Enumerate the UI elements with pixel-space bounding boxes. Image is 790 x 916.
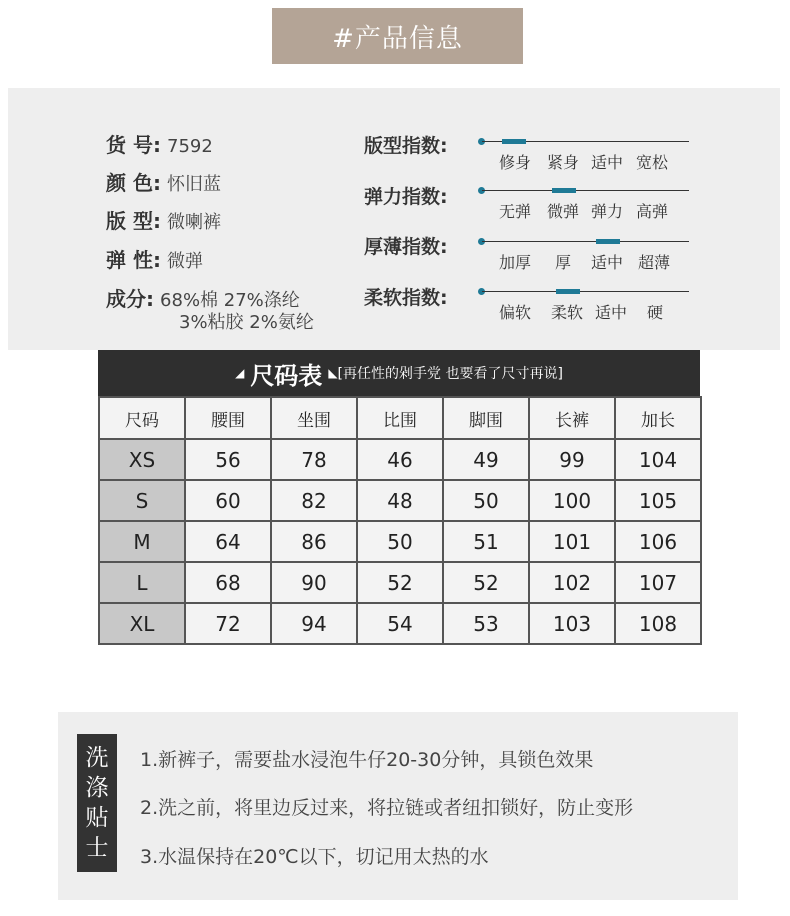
table-cell: 50 [443,480,529,521]
index-option: 宽松 [636,153,669,172]
size-chart-title: 尺码表 [250,361,323,390]
table-cell: 100 [529,480,615,521]
table-header-cell: 长裤 [529,397,615,439]
table-header-cell: 腰围 [185,397,271,439]
index-level-mark [552,188,576,193]
table-cell: 56 [185,439,271,480]
table-cell: 48 [357,480,443,521]
spec-value: 怀旧蓝 [167,174,222,195]
spec-item-color [106,167,221,196]
table-header-cell: 脚围 [443,397,529,439]
spec-label: 颜 色: [106,171,161,195]
index-label-stretch: 弹力指数: [364,186,448,208]
table-cell: 51 [443,521,529,562]
table-cell: 50 [357,521,443,562]
spec-value: 68%棉 27%涤纶 [160,290,300,311]
size-cell: M [99,521,185,562]
index-option: 弹力 [591,202,624,221]
table-cell: 102 [529,562,615,603]
table-cell: 64 [185,521,271,562]
table-cell: 54 [357,603,443,644]
table-cell: 68 [185,562,271,603]
index-track [482,190,689,191]
table-cell: 107 [615,562,701,603]
index-track [482,241,689,242]
index-label-softness: 柔软指数: [364,287,448,309]
table-cell: 103 [529,603,615,644]
table-row [99,603,701,644]
wash-tag-char: 涤 [85,775,109,801]
index-option: 适中 [591,153,624,172]
index-level-mark [556,289,580,294]
table-cell: 90 [271,562,357,603]
table-cell: 105 [615,480,701,521]
size-cell: XL [99,603,185,644]
index-option: 修身 [499,153,532,172]
size-cell: XS [99,439,185,480]
table-cell: 104 [615,439,701,480]
table-cell: 108 [615,603,701,644]
index-option: 柔软 [551,303,584,322]
index-level-mark [596,239,620,244]
index-option: 微弹 [547,202,580,221]
size-cell: S [99,480,185,521]
index-option: 超薄 [638,253,671,272]
table-cell: 49 [443,439,529,480]
table-cell: 82 [271,480,357,521]
wash-instruction: 3.水温保持在20℃以下，切记用太热的水 [140,846,489,868]
table-cell: 99 [529,439,615,480]
table-row [99,521,701,562]
index-option: 硬 [647,303,664,322]
spec-value: 微喇裤 [167,212,222,233]
table-cell: 106 [615,521,701,562]
index-label-thickness: 厚薄指数: [364,236,448,258]
table-row [99,562,701,603]
index-option: 高弹 [636,202,669,221]
table-cell: 101 [529,521,615,562]
size-table [98,396,702,645]
table-cell: 46 [357,439,443,480]
spec-label: 版 型: [106,209,161,233]
wash-instruction: 2.洗之前，将里边反过来，将拉链或者纽扣锁好，防止变形 [140,797,634,819]
index-option: 适中 [591,253,624,272]
table-header-cell: 加长 [615,397,701,439]
wash-instruction: 1.新裤子，需要盐水浸泡牛仔20-30分钟，具锁色效果 [140,749,594,771]
page-title: #产品信息 [332,23,463,54]
spec-label: 弹 性: [106,248,161,272]
title-badge [272,8,523,64]
table-row [99,480,701,521]
table-cell: 60 [185,480,271,521]
table-row [99,439,701,480]
wash-tag-char: 贴 [85,805,109,831]
index-option: 偏软 [499,303,532,322]
index-label-fit: 版型指数: [364,135,448,157]
spec-item-fit [106,205,221,234]
table-cell: 52 [357,562,443,603]
table-header-cell: 尺码 [99,397,185,439]
size-chart-header [98,350,700,396]
wash-tag-char: 洗 [85,745,109,771]
table-header-row [99,397,701,439]
table-cell: 72 [185,603,271,644]
spec-item-id [106,129,213,158]
triangle-deco-icon: ◣ [328,366,338,380]
spec-item-material-cont [179,308,314,334]
table-header-cell: 比围 [357,397,443,439]
wash-tag-char: 士 [85,835,109,861]
index-option: 厚 [555,253,572,272]
spec-item-stretch [106,244,203,273]
spec-value: 7592 [167,136,213,157]
index-track [482,291,689,292]
table-header-cell: 坐围 [271,397,357,439]
spec-label: 货 号: [106,133,161,157]
spec-label: 成分: [106,287,154,311]
table-cell: 78 [271,439,357,480]
spec-value: 3%粘胶 2%氨纶 [179,312,314,333]
size-chart-note: [再任性的剁手党 也要看了尺寸再说] [337,366,563,382]
table-cell: 53 [443,603,529,644]
table-cell: 86 [271,521,357,562]
size-cell: L [99,562,185,603]
index-option: 加厚 [499,253,532,272]
spec-value: 微弹 [167,251,204,272]
wash-care-tag [77,734,117,872]
index-option: 紧身 [547,153,580,172]
index-level-mark [502,139,526,144]
table-cell: 52 [443,562,529,603]
triangle-deco-icon: ◢ [235,366,245,380]
index-option: 无弹 [499,202,532,221]
index-option: 适中 [595,303,628,322]
table-cell: 94 [271,603,357,644]
